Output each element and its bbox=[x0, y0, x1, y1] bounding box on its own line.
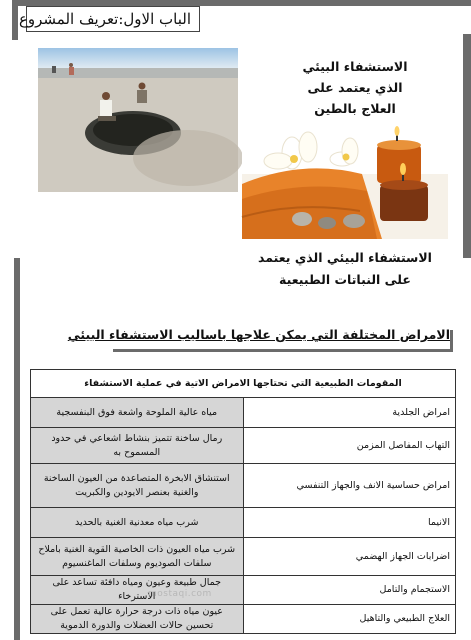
chapter-title: الباب الاول:تعريف المشروع bbox=[26, 6, 200, 32]
remedy-cell: رمال ساخنة تتميز بنشاط اشعاعي في حدود المسموح به bbox=[31, 428, 244, 464]
remedy-cell: استنشاق الابخرة المتصاعدة من العيون الساخنة والغنية بعنصر الايودين والكبريت bbox=[31, 464, 244, 508]
caption-mud-therapy: الاستشفاء البيئي الذي يعتمد على العلاج بالطين bbox=[302, 59, 408, 116]
table-title-row bbox=[31, 370, 456, 398]
disease-cell: العلاج الطبيعي والتاهيل bbox=[243, 605, 456, 634]
remedy-cell: مياه عالية الملوحة واشعة فوق البنفسجية bbox=[31, 398, 244, 428]
table-row bbox=[31, 538, 456, 576]
frame-right-bar bbox=[463, 34, 471, 258]
remedy-cell: شرب مياه العيون ذات الخاصية القوية الغنية باملاح سلفات الصوديوم وسلفات الماغنسيوم bbox=[31, 538, 244, 576]
disease-cell: الاستجمام والتامل bbox=[243, 576, 456, 605]
disease-cell: امراض حساسية الانف والجهاز التنفسي bbox=[243, 464, 456, 508]
table-row bbox=[31, 464, 456, 508]
table-row bbox=[31, 605, 456, 634]
disease-cell: التهاب المفاصل المزمن bbox=[243, 428, 456, 464]
table-row bbox=[31, 398, 456, 428]
remedy-cell: عيون مياه ذات درجة حرارة عالية تعمل على تحسين حالات العضلات والدورة الدموية bbox=[31, 605, 244, 634]
table-row bbox=[31, 576, 456, 605]
table-row bbox=[31, 428, 456, 464]
mud-therapy-photo bbox=[38, 48, 238, 192]
frame-left-bar bbox=[14, 258, 20, 640]
table-title: المقومات الطبيعية التي تحتاجها الامراض الاتية في عملية الاستشفاء bbox=[31, 370, 456, 398]
section-heading: الامراض المختلفة التي يمكن علاجها باساليب الاستشفاء البيئي bbox=[110, 327, 450, 349]
watermark: mostaqi.com bbox=[148, 589, 212, 599]
disease-cell: امراض الجلدية bbox=[243, 398, 456, 428]
disease-cell: الانيما bbox=[243, 508, 456, 538]
caption-herbal-therapy: الاستشفاء البيئي الذي يعتمد على النباتات الطبيعية bbox=[258, 250, 432, 287]
remedies-table bbox=[30, 369, 456, 634]
spa-herbal-photo bbox=[242, 119, 448, 239]
remedy-cell: جمال طبيعة وعيون ومياه دافئة تساعد على الاسترخاء bbox=[31, 576, 244, 605]
disease-cell: اضرابات الجهاز الهضمي bbox=[243, 538, 456, 576]
table-row bbox=[31, 508, 456, 538]
remedy-cell: شرب مياه معدنية الغنية بالحديد bbox=[31, 508, 244, 538]
